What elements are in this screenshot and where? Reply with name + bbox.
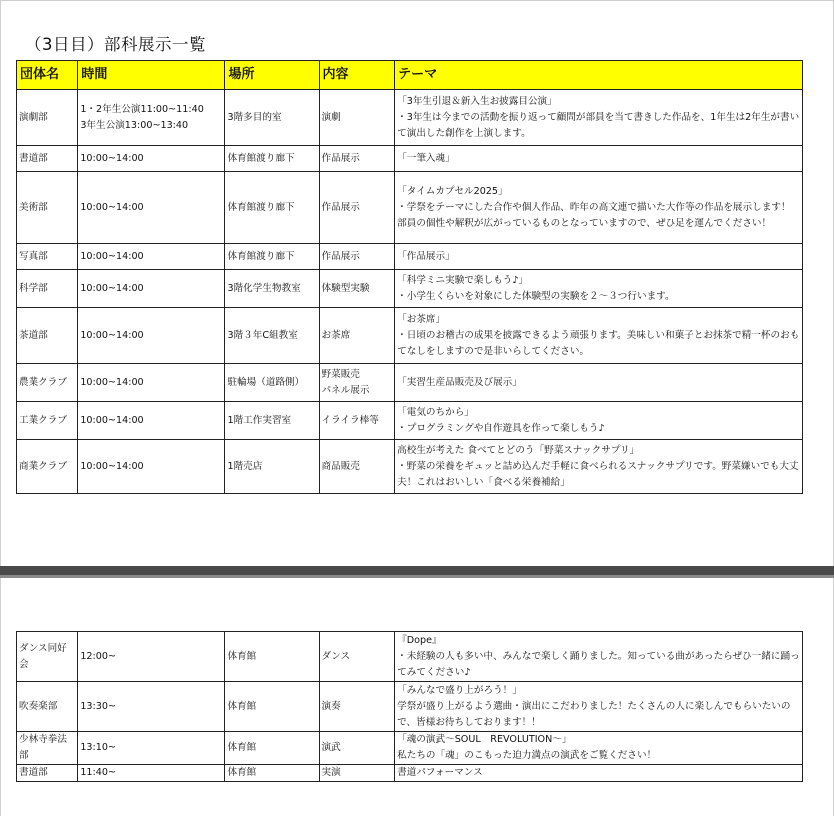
cell-place: 体育館 <box>225 765 319 782</box>
club-exhibit-table <box>16 60 803 494</box>
cell-time: 10:00~14:00 <box>78 146 225 172</box>
cell-theme: 「電気のちから」 ・プログラミングや自作遊具を作って楽しもう♪ <box>395 402 803 440</box>
cell-theme: 「みんなで盛り上がろう！」 学祭が盛り上がるよう選曲・演出にこだわりました！たくさんの人に楽しんでもらいたいので、皆様お待ちしております！！ <box>395 682 803 732</box>
cell-time: 10:00~14:00 <box>78 308 225 364</box>
cell-time: 13:30~ <box>78 682 225 732</box>
cell-place: 体育館 <box>225 632 319 682</box>
cell-place: 1階工作実習室 <box>225 402 319 440</box>
header-content: 内容 <box>319 61 395 90</box>
cell-time: 12:00~ <box>78 632 225 682</box>
cell-group: 写真部 <box>17 244 78 270</box>
cell-theme: 書道パフォーマンス <box>395 765 803 782</box>
cell-place: 3階化学生物教室 <box>225 270 319 308</box>
cell-theme: 「お茶席」 ・日頃のお稽古の成果を披露できるよう頑張ります。美味しい和菓子とお抹茶で精一杯のおもてなしをしますので是非いらしてください。 <box>395 308 803 364</box>
cell-group: 茶道部 <box>17 308 78 364</box>
cell-content: 演劇 <box>319 90 395 146</box>
stage-performance-table <box>16 631 803 782</box>
cell-theme: 「タイムカプセル2025」 ・学祭をテーマにした合作や個人作品、昨年の高文連で描いた大作等の作品を展示します！部員の個性や解釈が広がっているものとなっていますので、ぜひ足を運んでください！ <box>395 172 803 244</box>
header-time: 時間 <box>78 61 225 90</box>
table-row <box>17 682 803 732</box>
cell-content: 商品販売 <box>319 440 395 494</box>
table-row <box>17 244 803 270</box>
cell-place: 駐輪場（道路側） <box>225 364 319 402</box>
cell-theme: 「作品展示」 <box>395 244 803 270</box>
cell-place: 体育館 <box>225 732 319 765</box>
cell-content: 実演 <box>319 765 395 782</box>
cell-time: 10:00~14:00 <box>78 172 225 244</box>
header-group: 団体名 <box>17 61 78 90</box>
table-row <box>17 632 803 682</box>
cell-place: 体育館渡り廊下 <box>225 146 319 172</box>
cell-theme: 「魂の演武～SOUL REVOLUTION～」 私たちの「魂」のこもった迫力満点の演武をご覧ください！ <box>395 732 803 765</box>
cell-time: 1・2年生公演11:00~11:40 3年生公演13:00~13:40 <box>78 90 225 146</box>
cell-content: 野菜販売 パネル展示 <box>319 364 395 402</box>
cell-group: 吹奏楽部 <box>17 682 78 732</box>
cell-content: お茶席 <box>319 308 395 364</box>
cell-place: 3階３年C組教室 <box>225 308 319 364</box>
cell-time: 10:00~14:00 <box>78 364 225 402</box>
cell-content: 作品展示 <box>319 244 395 270</box>
cell-theme: 高校生が考えた 食べてとどのう「野菜スナックサプリ」 ・野菜の栄養をギュッと詰め込んだ手軽に食べられるスナックサプリです。野菜嫌いでも大丈夫！これはおいしい「食べる栄養補給」 <box>395 440 803 494</box>
cell-group: 演劇部 <box>17 90 78 146</box>
cell-time: 10:00~14:00 <box>78 270 225 308</box>
page-divider <box>0 566 834 578</box>
cell-time: 10:00~14:00 <box>78 440 225 494</box>
cell-time: 11:40~ <box>78 765 225 782</box>
cell-content: 体験型実験 <box>319 270 395 308</box>
cell-place: 体育館渡り廊下 <box>225 172 319 244</box>
header-theme: テーマ <box>395 61 803 90</box>
cell-theme: 『Dope』 ・未経験の人も多い中、みんなで楽しく踊りました。知っている曲があったらぜひ一緒に踊ってみてください♪ <box>395 632 803 682</box>
cell-time: 10:00~14:00 <box>78 402 225 440</box>
cell-group: 商業クラブ <box>17 440 78 494</box>
cell-place: 体育館 <box>225 682 319 732</box>
cell-group: 科学部 <box>17 270 78 308</box>
cell-content: 作品展示 <box>319 146 395 172</box>
table-row <box>17 90 803 146</box>
cell-content: 演奏 <box>319 682 395 732</box>
table-row <box>17 146 803 172</box>
cell-place: 3階多目的室 <box>225 90 319 146</box>
cell-content: 演武 <box>319 732 395 765</box>
header-place: 場所 <box>225 61 319 90</box>
cell-place: 体育館渡り廊下 <box>225 244 319 270</box>
cell-group: 美術部 <box>17 172 78 244</box>
table-row <box>17 172 803 244</box>
cell-group: 工業クラブ <box>17 402 78 440</box>
table-row <box>17 732 803 765</box>
table-row <box>17 270 803 308</box>
table-row <box>17 765 803 782</box>
table-row <box>17 402 803 440</box>
cell-group: 農業クラブ <box>17 364 78 402</box>
table-row <box>17 364 803 402</box>
cell-group: 書道部 <box>17 765 78 782</box>
cell-content: イライラ棒等 <box>319 402 395 440</box>
cell-place: 1階売店 <box>225 440 319 494</box>
cell-group: ダンス同好会 <box>17 632 78 682</box>
table-row <box>17 440 803 494</box>
cell-content: 作品展示 <box>319 172 395 244</box>
cell-theme: 「実習生産品販売及び展示」 <box>395 364 803 402</box>
cell-content: ダンス <box>319 632 395 682</box>
table-row <box>17 308 803 364</box>
cell-group: 書道部 <box>17 146 78 172</box>
page-title: （3日目）部科展示一覧 <box>25 35 206 54</box>
table-header-row <box>17 61 803 90</box>
cell-time: 10:00~14:00 <box>78 244 225 270</box>
cell-time: 13:10~ <box>78 732 225 765</box>
cell-group: 少林寺拳法部 <box>17 732 78 765</box>
cell-theme: 「科学ミニ実験で楽しもう♪」 ・小学生くらいを対象にした体験型の実験を２～３つ行います。 <box>395 270 803 308</box>
cell-theme: 「3年生引退＆新入生お披露目公演」 ・3年生は今までの活動を振り返って顧問が部員を当て書きした作品を、1年生は2年生が書いて演出した創作を上演します。 <box>395 90 803 146</box>
cell-theme: 「一筆入魂」 <box>395 146 803 172</box>
